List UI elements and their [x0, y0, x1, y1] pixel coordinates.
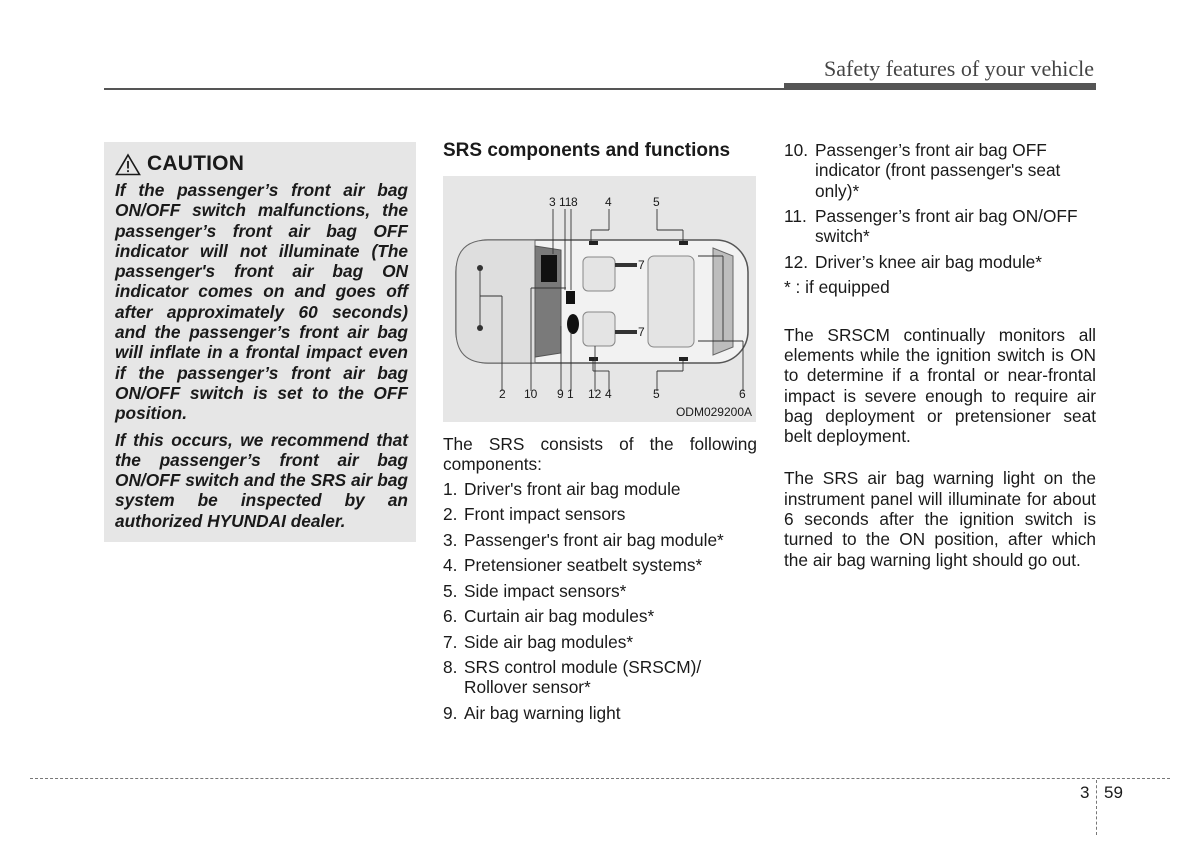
list-item-text: Pretensioner seatbelt systems* [464, 555, 703, 576]
figure-code: ODM029200A [675, 405, 752, 419]
list-item-text: Air bag warning light [464, 702, 621, 723]
callout-label: 1 [567, 387, 574, 401]
srs-column [443, 140, 757, 728]
list-item-text: Passenger’s front air bag ON/OFF switch* [815, 206, 1078, 247]
header-rule-accent [784, 83, 1096, 90]
callout-label: 8 [571, 195, 578, 209]
component-list [443, 479, 757, 723]
list-item-text: Passenger’s front air bag OFF indicator (front passenger's seat only)* [815, 140, 1061, 201]
list-item-number: 6. [443, 606, 458, 627]
callout-label: 9 [557, 387, 564, 401]
list-item-text: Curtain air bag modules* [464, 606, 655, 627]
body-paragraph: The SRS air bag warning light on the instrument panel will illuminate for about 6 seconds after the ignition switch is turned to the ON position, after which the air bag warning light should go out. [784, 468, 1096, 570]
warning-triangle-icon [115, 153, 141, 176]
car-top-view-illustration [443, 176, 756, 422]
list-item [443, 606, 757, 626]
list-item-text: SRS control module (SRSCM)/ Rollover sensor* [464, 656, 702, 698]
list-item-text: Driver’s knee air bag module* [815, 251, 1043, 272]
chapter-number: 3 [1080, 783, 1090, 802]
list-item [443, 581, 757, 601]
callout-label: 5 [653, 387, 660, 401]
body-paragraph: The SRSCM continually monitors all elements while the ignition switch is ON to determine if a frontal or near-frontal impact is severe enough to require air bag deployment or pretensioner seat belt deployment. [784, 324, 1096, 447]
list-item-number: 11. [784, 206, 807, 227]
list-item-text: Passenger's front air bag module* [464, 529, 724, 550]
callout-label: 3 [549, 195, 556, 209]
list-item [784, 252, 1096, 272]
footnote: * : if equipped [784, 277, 890, 298]
caution-title: CAUTION [147, 152, 245, 175]
passenger-airbag-module [541, 255, 557, 282]
component-list-continued [784, 140, 1096, 272]
callout-label: 6 [739, 387, 746, 401]
list-item [443, 555, 757, 575]
caution-paragraph: If the passenger’s front air bag ON/OFF switch malfunctions, the passenger’s front air bag OFF indicator will not illuminate (The passenger's front air bag ON indicator comes on and goes off after approximately 60 seconds) and the passenger’s front air bag will inflate in a frontal impact even if the passenger’s front air bag ON/OFF switch is set to the OFF position. [115, 180, 408, 424]
list-item [443, 703, 757, 723]
caution-paragraph: If this occurs, we recommend that the passenger’s front air bag ON/OFF switch and the SRS air bag system be inspected by an authorized HYUNDAI dealer. [115, 429, 408, 531]
front-seat-passenger [583, 257, 615, 291]
list-item-number: 3. [443, 529, 458, 550]
list-item [443, 504, 757, 524]
list-item [443, 479, 757, 499]
list-item-text: Driver's front air bag module [464, 478, 681, 499]
list-item-number: 2. [443, 504, 458, 525]
list-item-number: 5. [443, 580, 458, 601]
callout-label: 4 [605, 195, 612, 209]
list-item-text: Side air bag modules* [464, 631, 634, 652]
right-column [784, 140, 1096, 592]
list-item-number: 7. [443, 631, 458, 652]
footer-divider [1096, 780, 1097, 835]
pillar-sensor [589, 241, 598, 245]
list-item-text: Side impact sensors* [464, 580, 627, 601]
srs-intro: The SRS consists of the following components: [443, 434, 757, 475]
pillar-sensor [589, 357, 598, 361]
callout-label: 10 [524, 387, 538, 401]
car-hood [456, 240, 535, 363]
callout-label: 7 [638, 258, 645, 272]
page-number: 59 [1104, 783, 1123, 802]
footer-rule [30, 778, 1170, 779]
callout-label: 12 [588, 387, 602, 401]
callout-label: 5 [653, 195, 660, 209]
running-header: Safety features of your vehicle [824, 56, 1094, 81]
pillar-sensor [679, 357, 688, 361]
callout-label: 2 [499, 387, 506, 401]
side-airbag [615, 330, 637, 334]
list-item-text: Front impact sensors [464, 504, 626, 525]
section-title: SRS components and functions [443, 140, 731, 161]
list-item-number: 9. [443, 702, 458, 723]
list-item [443, 530, 757, 550]
caution-box [104, 142, 416, 542]
front-seat-driver [583, 312, 615, 346]
list-item [443, 657, 757, 698]
list-item [784, 140, 1096, 201]
pillar-sensor [679, 241, 688, 245]
callout-label: 4 [605, 387, 612, 401]
list-item-number: 1. [443, 478, 458, 499]
list-item-number: 10. [784, 140, 809, 160]
srs-control-module [566, 291, 575, 304]
callout-label: 7 [638, 325, 645, 339]
callout-label: 11 [559, 195, 572, 209]
list-item-number: 8. [443, 656, 458, 677]
header-rule [104, 88, 784, 90]
side-airbag [615, 263, 637, 267]
caution-heading [115, 152, 408, 176]
driver-airbag-module [567, 314, 579, 334]
list-item-number: 12. [784, 251, 809, 272]
list-item [784, 206, 1096, 247]
srs-diagram [443, 176, 756, 422]
list-item-number: 4. [443, 555, 458, 576]
rear-seat [648, 256, 694, 347]
list-item [443, 632, 757, 652]
